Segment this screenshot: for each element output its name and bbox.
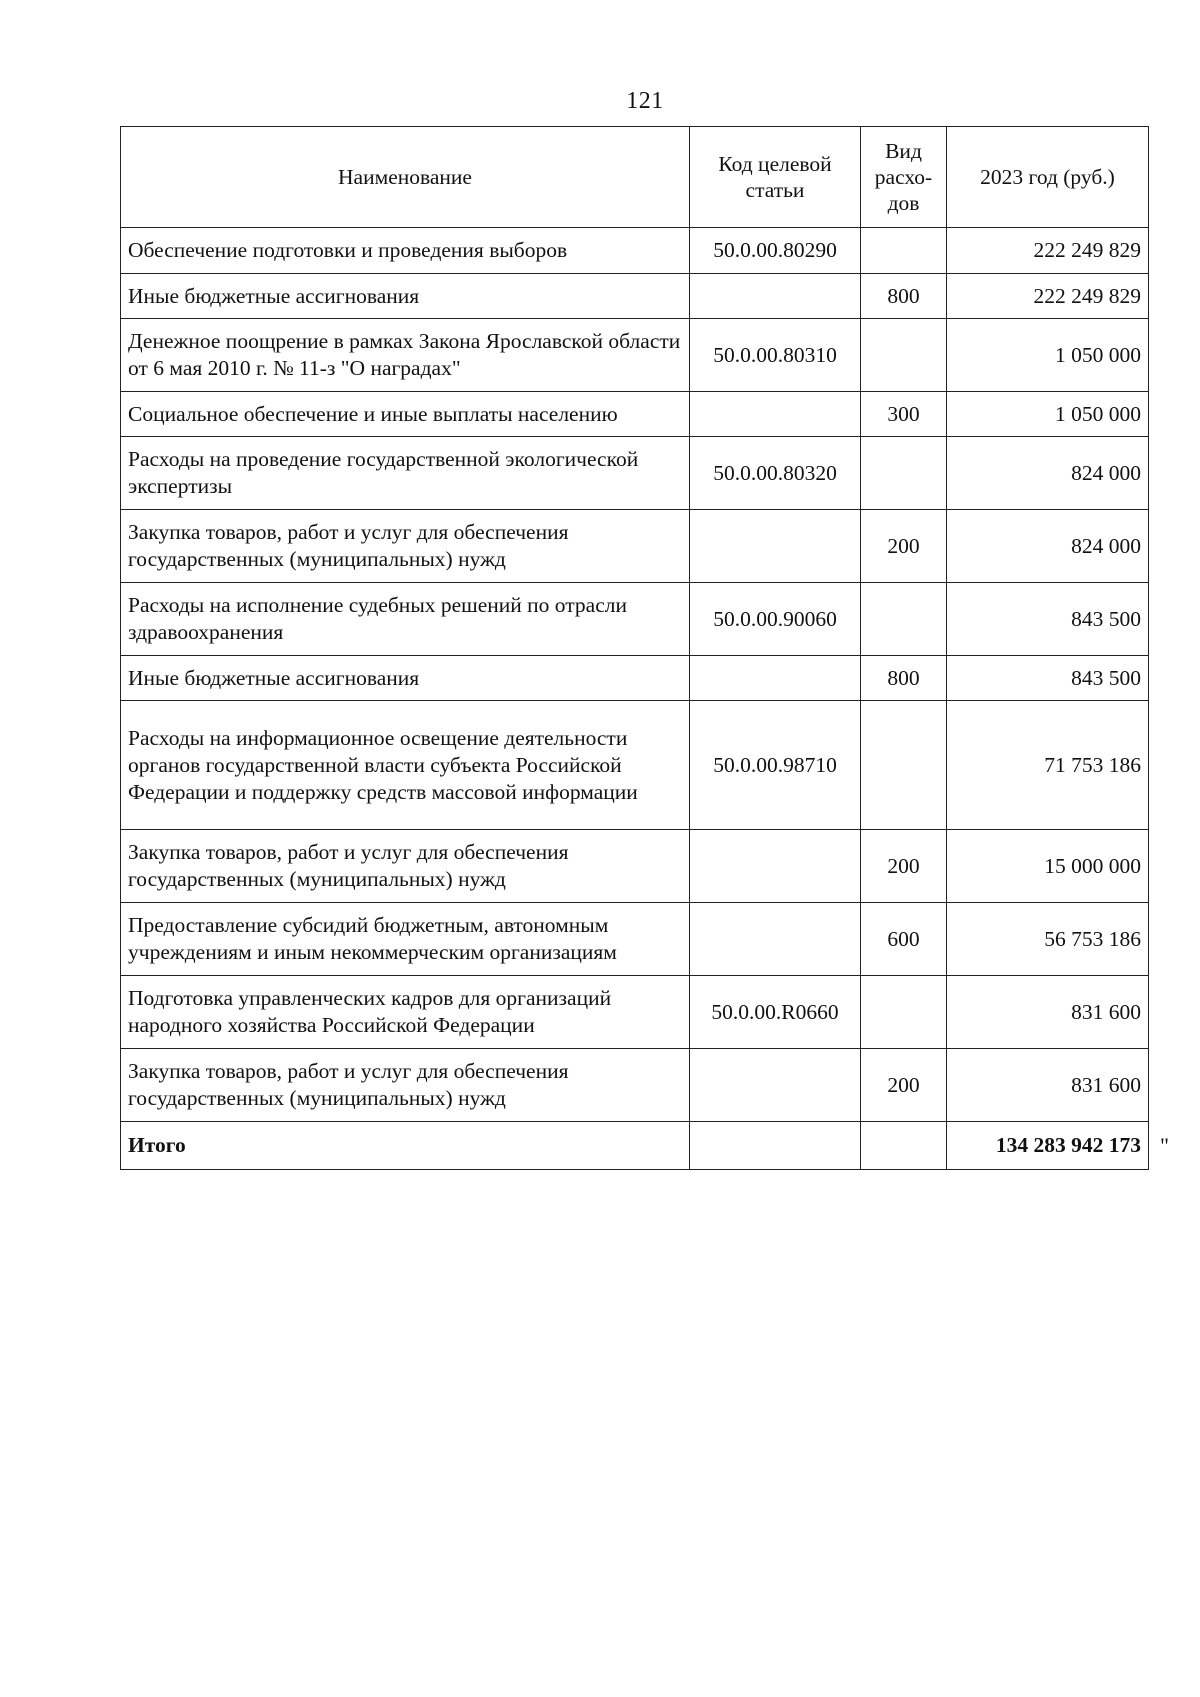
header-name: Наименование bbox=[121, 127, 690, 228]
cell-name: Иные бюджетные ассигнования bbox=[121, 274, 690, 319]
cell-name: Расходы на информационное освещение деятельности органов государственной власти субъекта Российской Федерации и поддержку средств массовой информации bbox=[121, 701, 690, 830]
table-row bbox=[121, 583, 1149, 656]
cell-amount: 824 000 bbox=[947, 510, 1149, 583]
table-row bbox=[121, 228, 1149, 274]
table-row bbox=[121, 274, 1149, 319]
table-row bbox=[121, 437, 1149, 510]
cell-amount: 824 000 bbox=[947, 437, 1149, 510]
cell-code bbox=[690, 1049, 861, 1122]
cell-name: Социальное обеспечение и иные выплаты населению bbox=[121, 392, 690, 437]
cell-name: Денежное поощрение в рамках Закона Ярославской области от 6 мая 2010 г. № 11-з "О наградах" bbox=[121, 319, 690, 392]
cell-code: 50.0.00.R0660 bbox=[690, 976, 861, 1049]
cell-amount: 831 600 bbox=[947, 1049, 1149, 1122]
table-row bbox=[121, 510, 1149, 583]
total-label: Итого bbox=[121, 1122, 690, 1170]
cell-code bbox=[690, 830, 861, 903]
table-row bbox=[121, 903, 1149, 976]
table-row bbox=[121, 392, 1149, 437]
table-body bbox=[121, 228, 1149, 1122]
cell-code: 50.0.00.98710 bbox=[690, 701, 861, 830]
total-code bbox=[690, 1122, 861, 1170]
cell-code bbox=[690, 392, 861, 437]
cell-type: 200 bbox=[861, 1049, 947, 1122]
cell-type bbox=[861, 437, 947, 510]
cell-amount: 56 753 186 bbox=[947, 903, 1149, 976]
cell-name: Расходы на исполнение судебных решений по отрасли здравоохранения bbox=[121, 583, 690, 656]
cell-amount: 1 050 000 bbox=[947, 392, 1149, 437]
table-row bbox=[121, 1049, 1149, 1122]
table-row bbox=[121, 656, 1149, 701]
cell-amount: 843 500 bbox=[947, 583, 1149, 656]
cell-name: Предоставление субсидий бюджетным, автономным учреждениям и иным некоммерческим организациям bbox=[121, 903, 690, 976]
table-row bbox=[121, 701, 1149, 830]
cell-type: 300 bbox=[861, 392, 947, 437]
cell-name: Обеспечение подготовки и проведения выборов bbox=[121, 228, 690, 274]
cell-name: Расходы на проведение государственной экологической экспертизы bbox=[121, 437, 690, 510]
cell-amount: 222 249 829 bbox=[947, 228, 1149, 274]
closing-quote: " bbox=[1160, 1133, 1169, 1158]
cell-amount: 15 000 000 bbox=[947, 830, 1149, 903]
cell-code bbox=[690, 656, 861, 701]
cell-name: Подготовка управленческих кадров для организаций народного хозяйства Российской Федерации bbox=[121, 976, 690, 1049]
cell-code bbox=[690, 274, 861, 319]
cell-name: Иные бюджетные ассигнования bbox=[121, 656, 690, 701]
cell-type: 600 bbox=[861, 903, 947, 976]
cell-type bbox=[861, 976, 947, 1049]
cell-code bbox=[690, 510, 861, 583]
cell-type bbox=[861, 228, 947, 274]
cell-name: Закупка товаров, работ и услуг для обеспечения государственных (муниципальных) нужд bbox=[121, 510, 690, 583]
cell-name: Закупка товаров, работ и услуг для обеспечения государственных (муниципальных) нужд bbox=[121, 830, 690, 903]
total-type bbox=[861, 1122, 947, 1170]
cell-amount: 222 249 829 bbox=[947, 274, 1149, 319]
cell-amount: 71 753 186 bbox=[947, 701, 1149, 830]
cell-code: 50.0.00.80290 bbox=[690, 228, 861, 274]
cell-code bbox=[690, 903, 861, 976]
header-code: Код целевой статьи bbox=[690, 127, 861, 228]
page-number: 121 bbox=[626, 88, 664, 114]
cell-amount: 831 600 bbox=[947, 976, 1149, 1049]
table-row bbox=[121, 976, 1149, 1049]
cell-code: 50.0.00.80320 bbox=[690, 437, 861, 510]
cell-amount: 1 050 000 bbox=[947, 319, 1149, 392]
cell-amount: 843 500 bbox=[947, 656, 1149, 701]
cell-type: 200 bbox=[861, 510, 947, 583]
cell-type: 200 bbox=[861, 830, 947, 903]
table-row bbox=[121, 830, 1149, 903]
cell-code: 50.0.00.80310 bbox=[690, 319, 861, 392]
cell-type: 800 bbox=[861, 656, 947, 701]
cell-code: 50.0.00.90060 bbox=[690, 583, 861, 656]
cell-type bbox=[861, 319, 947, 392]
total-row bbox=[121, 1122, 1149, 1170]
table-row bbox=[121, 319, 1149, 392]
cell-type: 800 bbox=[861, 274, 947, 319]
total-amount: 134 283 942 173 bbox=[947, 1122, 1149, 1170]
cell-type bbox=[861, 701, 947, 830]
cell-name: Закупка товаров, работ и услуг для обеспечения государственных (муниципальных) нужд bbox=[121, 1049, 690, 1122]
header-type: Вид расхо-дов bbox=[861, 127, 947, 228]
header-amount: 2023 год (руб.) bbox=[947, 127, 1149, 228]
table-header-row bbox=[121, 127, 1149, 228]
budget-table bbox=[120, 126, 1149, 1170]
cell-type bbox=[861, 583, 947, 656]
